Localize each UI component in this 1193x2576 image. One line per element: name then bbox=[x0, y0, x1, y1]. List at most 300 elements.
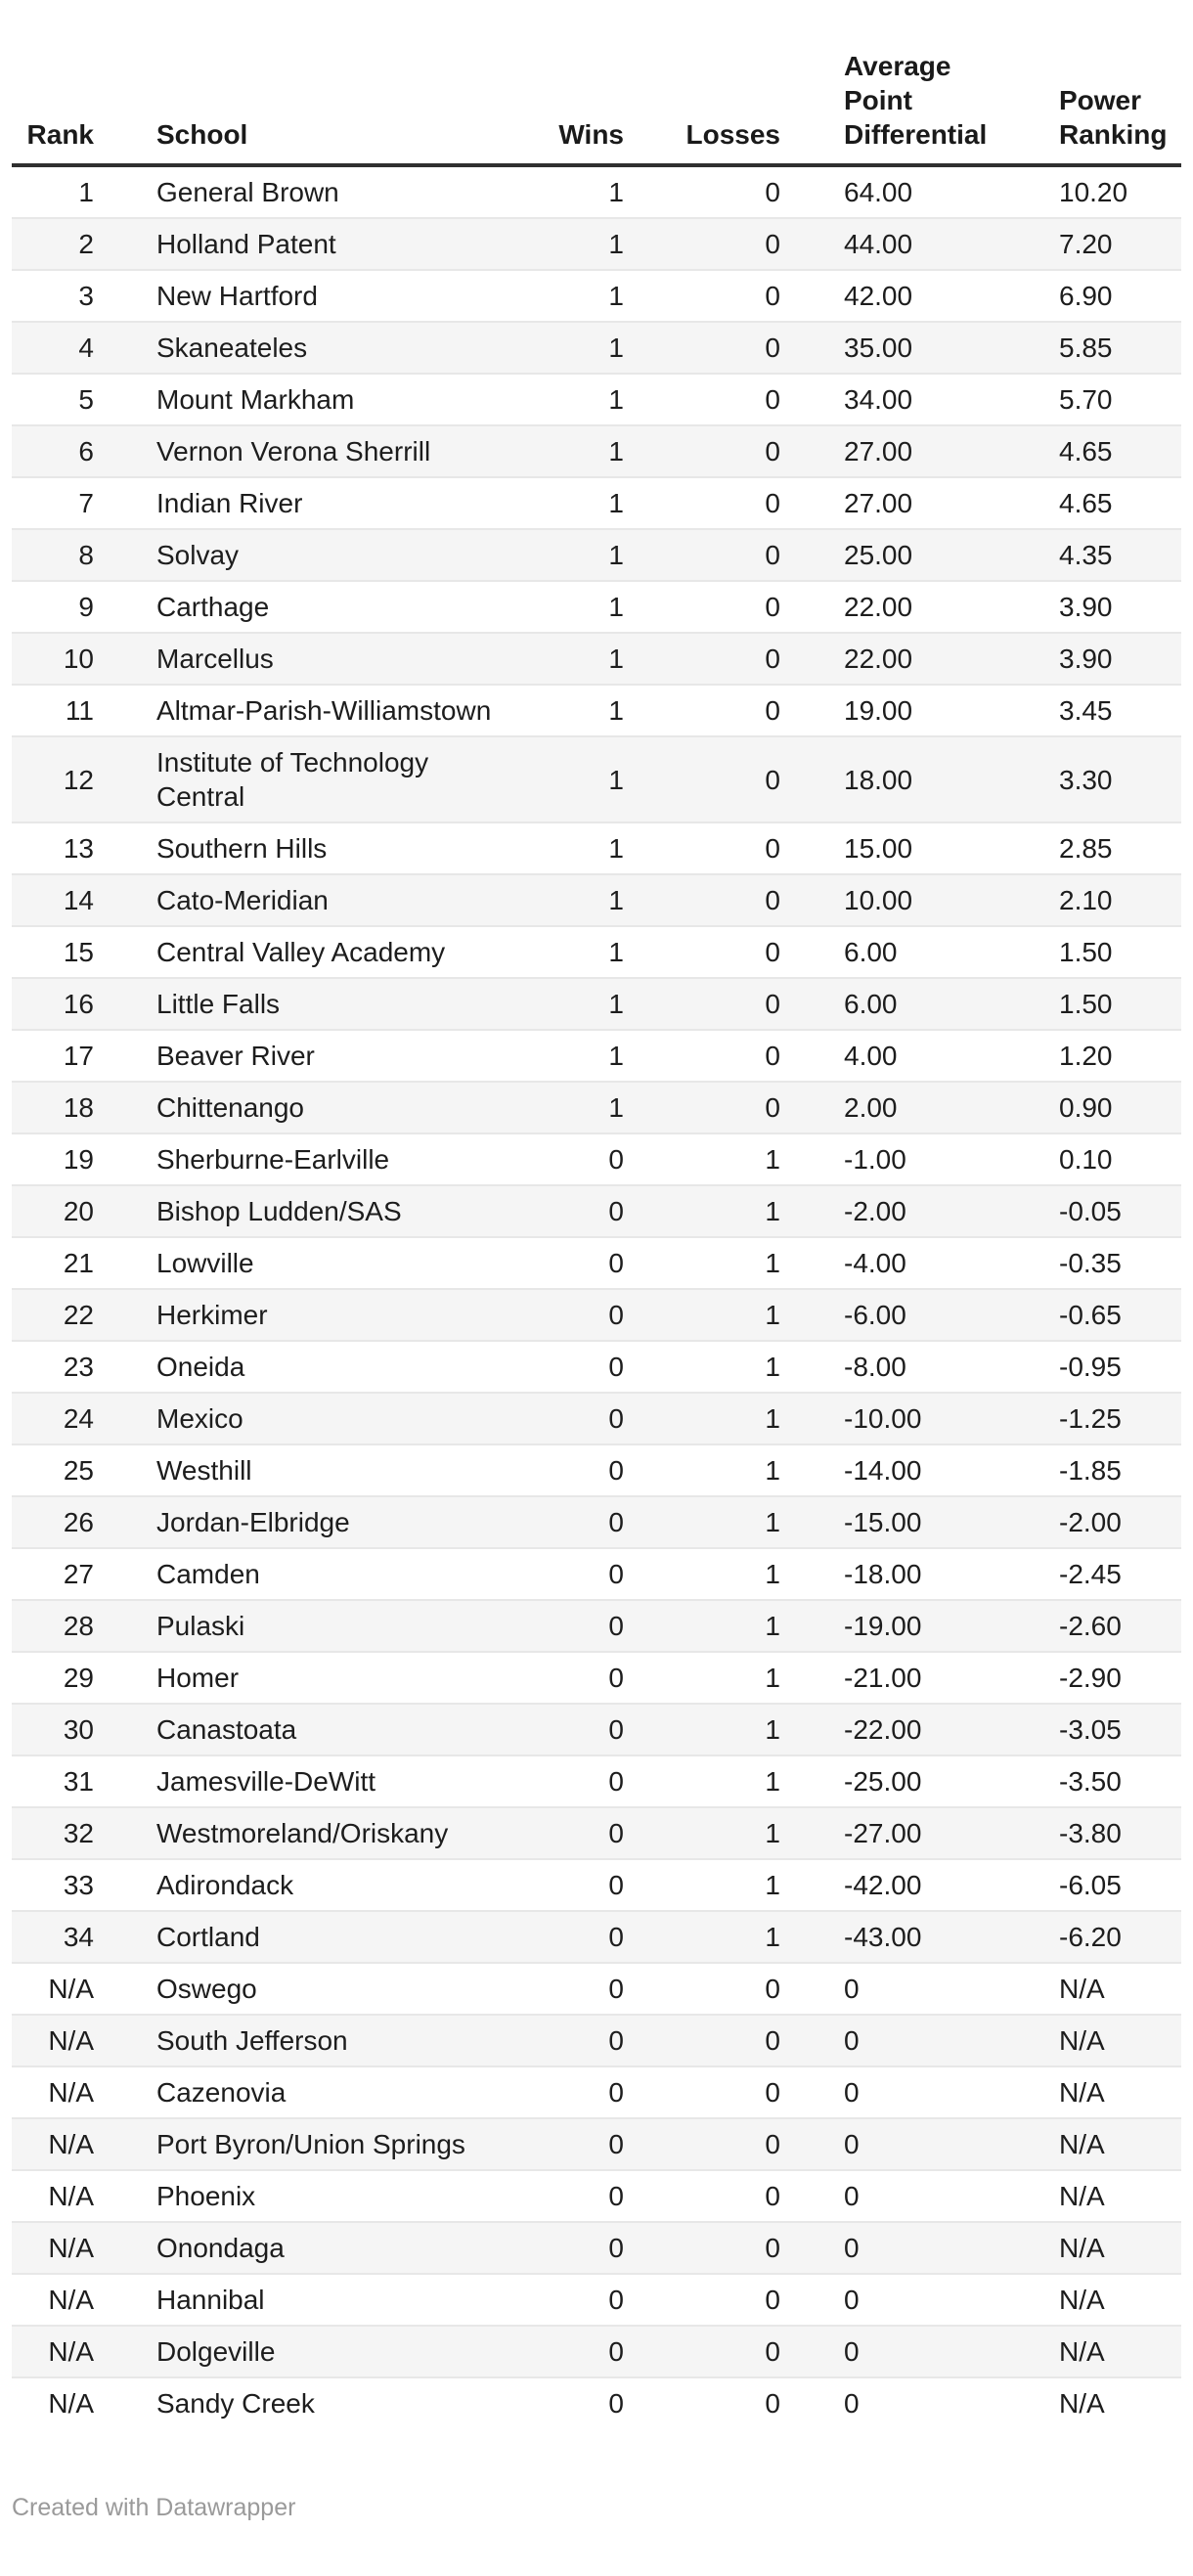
cell-losses: 0 bbox=[624, 218, 780, 270]
cell-school: General Brown bbox=[156, 177, 339, 207]
cell-rank: 8 bbox=[12, 529, 94, 581]
cell-rank: 27 bbox=[12, 1548, 94, 1600]
cell-wins: 1 bbox=[497, 218, 624, 270]
cell-rank: 23 bbox=[12, 1341, 94, 1393]
cell-rank: 2 bbox=[12, 218, 94, 270]
cell-power: -6.05 bbox=[995, 1859, 1181, 1911]
cell-power: N/A bbox=[995, 2222, 1181, 2274]
cell-losses: 0 bbox=[624, 633, 780, 685]
cell-losses: 1 bbox=[624, 1807, 780, 1859]
table-row bbox=[12, 1496, 1181, 1548]
cell-rank: 22 bbox=[12, 1289, 94, 1341]
cell-apd: 0 bbox=[780, 2274, 995, 2326]
cell-wins: 0 bbox=[497, 1911, 624, 1963]
cell-apd: 6.00 bbox=[780, 978, 995, 1030]
column-header-school: School bbox=[94, 0, 497, 165]
cell-losses: 1 bbox=[624, 1652, 780, 1704]
cell-apd: 27.00 bbox=[780, 477, 995, 529]
cell-apd: -2.00 bbox=[780, 1185, 995, 1237]
table-row bbox=[12, 581, 1181, 633]
table-row bbox=[12, 1755, 1181, 1807]
cell-wins: 0 bbox=[497, 1237, 624, 1289]
cell-rank: N/A bbox=[12, 2170, 94, 2222]
table-row bbox=[12, 822, 1181, 874]
table-row bbox=[12, 1859, 1181, 1911]
table-row bbox=[12, 2015, 1181, 2066]
cell-apd: 0 bbox=[780, 2170, 995, 2222]
cell-rank: N/A bbox=[12, 1963, 94, 2015]
cell-losses: 0 bbox=[624, 736, 780, 822]
cell-power: 1.20 bbox=[995, 1030, 1181, 1082]
cell-rank: 26 bbox=[12, 1496, 94, 1548]
cell-power: -0.35 bbox=[995, 1237, 1181, 1289]
table-row bbox=[12, 218, 1181, 270]
cell-wins: 1 bbox=[497, 822, 624, 874]
cell-apd: 0 bbox=[780, 2015, 995, 2066]
cell-school: Westmoreland/Oriskany bbox=[94, 1807, 497, 1859]
cell-power: 4.65 bbox=[995, 477, 1181, 529]
cell-wins: 1 bbox=[497, 685, 624, 736]
cell-apd: 44.00 bbox=[780, 218, 995, 270]
table-row bbox=[12, 633, 1181, 685]
cell-school: Phoenix bbox=[94, 2170, 497, 2222]
cell-apd: -1.00 bbox=[780, 1133, 995, 1185]
cell-losses: 0 bbox=[624, 581, 780, 633]
table-row bbox=[12, 322, 1181, 374]
table-row bbox=[12, 685, 1181, 736]
cell-school: Lowville bbox=[94, 1237, 497, 1289]
cell-losses: 0 bbox=[624, 978, 780, 1030]
cell-school: Oswego bbox=[94, 1963, 497, 2015]
cell-wins: 0 bbox=[497, 2066, 624, 2118]
cell-school: Jordan-Elbridge bbox=[94, 1496, 497, 1548]
cell-school: Skaneateles bbox=[94, 322, 497, 374]
cell-apd: -43.00 bbox=[780, 1911, 995, 1963]
table-row bbox=[12, 1444, 1181, 1496]
table-row bbox=[12, 926, 1181, 978]
cell-rank: 31 bbox=[12, 1755, 94, 1807]
table-row bbox=[12, 1963, 1181, 2015]
cell-rank: 14 bbox=[12, 874, 94, 926]
cell-apd: 19.00 bbox=[780, 685, 995, 736]
cell-losses: 0 bbox=[624, 822, 780, 874]
cell-apd: 22.00 bbox=[780, 581, 995, 633]
cell-losses: 1 bbox=[624, 1496, 780, 1548]
cell-wins: 1 bbox=[497, 874, 624, 926]
table-header-row bbox=[12, 0, 1181, 165]
cell-rank: 34 bbox=[12, 1911, 94, 1963]
cell-rank: 7 bbox=[12, 477, 94, 529]
cell-school: South Jefferson bbox=[94, 2015, 497, 2066]
cell-wins: 0 bbox=[497, 1963, 624, 2015]
table-row bbox=[12, 529, 1181, 581]
cell-apd: 0 bbox=[780, 2326, 995, 2377]
cell-losses: 0 bbox=[765, 177, 780, 207]
cell-school: Port Byron/Union Springs bbox=[94, 2118, 497, 2170]
cell-school: New Hartford bbox=[94, 270, 497, 322]
cell-wins: 0 bbox=[497, 1807, 624, 1859]
table-row bbox=[12, 165, 1181, 218]
cell-losses: 0 bbox=[624, 374, 780, 425]
cell-losses: 1 bbox=[624, 1185, 780, 1237]
cell-losses: 0 bbox=[624, 425, 780, 477]
cell-rank: 18 bbox=[12, 1082, 94, 1133]
cell-school: Vernon Verona Sherrill bbox=[94, 425, 497, 477]
cell-wins: 0 bbox=[497, 2274, 624, 2326]
cell-power: -2.00 bbox=[995, 1496, 1181, 1548]
cell-wins: 0 bbox=[497, 1444, 624, 1496]
cell-school: Westhill bbox=[94, 1444, 497, 1496]
cell-power: -2.45 bbox=[995, 1548, 1181, 1600]
cell-apd: -14.00 bbox=[780, 1444, 995, 1496]
cell-rank: 32 bbox=[12, 1807, 94, 1859]
cell-wins: 1 bbox=[497, 270, 624, 322]
cell-losses: 1 bbox=[624, 1237, 780, 1289]
cell-power: 4.65 bbox=[995, 425, 1181, 477]
cell-wins: 0 bbox=[497, 2170, 624, 2222]
table-row bbox=[12, 374, 1181, 425]
cell-rank: N/A bbox=[12, 2118, 94, 2170]
cell-losses: 0 bbox=[624, 529, 780, 581]
cell-wins: 1 bbox=[497, 926, 624, 978]
table-row bbox=[12, 2377, 1181, 2428]
table-header bbox=[12, 0, 1181, 165]
cell-power: N/A bbox=[995, 2170, 1181, 2222]
table-row bbox=[12, 2170, 1181, 2222]
cell-rank: N/A bbox=[12, 2015, 94, 2066]
cell-apd: -8.00 bbox=[780, 1341, 995, 1393]
cell-power: 3.90 bbox=[995, 581, 1181, 633]
cell-power: -0.95 bbox=[995, 1341, 1181, 1393]
cell-power: 6.90 bbox=[995, 270, 1181, 322]
cell-apd: 22.00 bbox=[780, 633, 995, 685]
cell-rank: 24 bbox=[12, 1393, 94, 1444]
cell-losses: 0 bbox=[624, 1030, 780, 1082]
table-row bbox=[12, 270, 1181, 322]
cell-school: Marcellus bbox=[94, 633, 497, 685]
cell-apd: -18.00 bbox=[780, 1548, 995, 1600]
cell-apd: -15.00 bbox=[780, 1496, 995, 1548]
table-row bbox=[12, 477, 1181, 529]
cell-school: Little Falls bbox=[94, 978, 497, 1030]
table-row bbox=[12, 2066, 1181, 2118]
cell-school: Sherburne-Earlville bbox=[94, 1133, 497, 1185]
cell-school: Institute of Technology Central bbox=[94, 736, 497, 822]
table-row bbox=[12, 736, 1181, 822]
cell-power: -2.60 bbox=[995, 1600, 1181, 1652]
table-row bbox=[12, 1237, 1181, 1289]
cell-apd: 0 bbox=[780, 2118, 995, 2170]
cell-school: Canastoata bbox=[94, 1704, 497, 1755]
cell-apd: 27.00 bbox=[780, 425, 995, 477]
table-row bbox=[12, 425, 1181, 477]
cell-wins: 1 bbox=[497, 374, 624, 425]
cell-wins: 0 bbox=[497, 2377, 624, 2428]
cell-wins: 0 bbox=[497, 2015, 624, 2066]
cell-losses: 0 bbox=[624, 685, 780, 736]
cell-rank: N/A bbox=[12, 2222, 94, 2274]
cell-power: -1.85 bbox=[995, 1444, 1181, 1496]
cell-power: N/A bbox=[995, 2274, 1181, 2326]
cell-wins: 0 bbox=[497, 1548, 624, 1600]
table-row bbox=[12, 1652, 1181, 1704]
cell-rank: 10 bbox=[12, 633, 94, 685]
cell-wins: 0 bbox=[497, 2222, 624, 2274]
cell-rank: 3 bbox=[12, 270, 94, 322]
cell-rank: 21 bbox=[12, 1237, 94, 1289]
cell-apd: 0 bbox=[780, 2066, 995, 2118]
cell-power: 10.20 bbox=[1059, 177, 1128, 207]
cell-rank: N/A bbox=[12, 2377, 94, 2428]
cell-losses: 0 bbox=[624, 2326, 780, 2377]
cell-rank: 16 bbox=[12, 978, 94, 1030]
cell-apd: 0 bbox=[780, 1963, 995, 2015]
cell-school: Altmar-Parish-Williamstown bbox=[94, 685, 497, 736]
cell-wins: 0 bbox=[497, 1859, 624, 1911]
cell-losses: 0 bbox=[624, 2377, 780, 2428]
cell-school: Dolgeville bbox=[94, 2326, 497, 2377]
cell-losses: 1 bbox=[624, 1393, 780, 1444]
cell-power: -3.80 bbox=[995, 1807, 1181, 1859]
cell-school: Bishop Ludden/SAS bbox=[94, 1185, 497, 1237]
cell-losses: 1 bbox=[624, 1911, 780, 1963]
cell-school: Carthage bbox=[94, 581, 497, 633]
table-row bbox=[12, 1289, 1181, 1341]
table-row bbox=[12, 1133, 1181, 1185]
cell-losses: 0 bbox=[624, 2015, 780, 2066]
cell-wins: 0 bbox=[497, 2326, 624, 2377]
cell-power: 1.50 bbox=[995, 978, 1181, 1030]
cell-school: Onondaga bbox=[94, 2222, 497, 2274]
table-row bbox=[12, 1393, 1181, 1444]
table-row bbox=[12, 1548, 1181, 1600]
cell-school: Holland Patent bbox=[94, 218, 497, 270]
cell-wins: 1 bbox=[497, 736, 624, 822]
cell-school: Indian River bbox=[94, 477, 497, 529]
cell-rank: N/A bbox=[12, 2326, 94, 2377]
cell-losses: 0 bbox=[624, 270, 780, 322]
cell-apd: 18.00 bbox=[780, 736, 995, 822]
cell-apd: 10.00 bbox=[780, 874, 995, 926]
cell-losses: 0 bbox=[624, 477, 780, 529]
cell-rank: 20 bbox=[12, 1185, 94, 1237]
cell-losses: 0 bbox=[624, 926, 780, 978]
column-header-wins: Wins bbox=[497, 0, 624, 165]
column-header-rank: Rank bbox=[12, 0, 94, 165]
cell-apd: -19.00 bbox=[780, 1600, 995, 1652]
cell-wins: 0 bbox=[497, 1133, 624, 1185]
cell-losses: 1 bbox=[624, 1133, 780, 1185]
cell-power: N/A bbox=[995, 2377, 1181, 2428]
table-body bbox=[12, 165, 1181, 2428]
cell-school: Cortland bbox=[94, 1911, 497, 1963]
cell-school: Chittenango bbox=[94, 1082, 497, 1133]
cell-apd: -10.00 bbox=[780, 1393, 995, 1444]
cell-rank: 12 bbox=[12, 736, 94, 822]
cell-apd: 2.00 bbox=[780, 1082, 995, 1133]
cell-school: Beaver River bbox=[94, 1030, 497, 1082]
cell-power: 2.85 bbox=[995, 822, 1181, 874]
ranking-table-container bbox=[12, 0, 1181, 2428]
table-row bbox=[12, 1341, 1181, 1393]
column-header-average-point-differential: Average Point Differential bbox=[780, 0, 995, 165]
cell-wins: 0 bbox=[497, 1289, 624, 1341]
cell-apd: -25.00 bbox=[780, 1755, 995, 1807]
cell-wins: 0 bbox=[497, 1185, 624, 1237]
cell-power: -3.50 bbox=[995, 1755, 1181, 1807]
cell-apd: 15.00 bbox=[780, 822, 995, 874]
cell-apd: 64.00 bbox=[844, 177, 913, 207]
table-row bbox=[12, 2222, 1181, 2274]
cell-power: 3.90 bbox=[995, 633, 1181, 685]
cell-wins: 1 bbox=[497, 1030, 624, 1082]
cell-power: -6.20 bbox=[995, 1911, 1181, 1963]
cell-wins: 1 bbox=[497, 581, 624, 633]
cell-rank: 33 bbox=[12, 1859, 94, 1911]
cell-rank: 9 bbox=[12, 581, 94, 633]
cell-power: N/A bbox=[995, 1963, 1181, 2015]
cell-power: -2.90 bbox=[995, 1652, 1181, 1704]
cell-apd: -6.00 bbox=[780, 1289, 995, 1341]
cell-power: 3.30 bbox=[995, 736, 1181, 822]
cell-apd: 42.00 bbox=[780, 270, 995, 322]
table-row bbox=[12, 2118, 1181, 2170]
cell-wins: 0 bbox=[497, 2118, 624, 2170]
cell-apd: -21.00 bbox=[780, 1652, 995, 1704]
cell-school: Cato-Meridian bbox=[94, 874, 497, 926]
cell-wins: 1 bbox=[497, 322, 624, 374]
cell-wins: 1 bbox=[497, 1082, 624, 1133]
cell-wins: 0 bbox=[497, 1393, 624, 1444]
cell-school: Camden bbox=[94, 1548, 497, 1600]
table-row bbox=[12, 1185, 1181, 1237]
cell-rank: 5 bbox=[12, 374, 94, 425]
cell-power: 0.10 bbox=[995, 1133, 1181, 1185]
cell-apd: 0 bbox=[780, 2222, 995, 2274]
cell-power: N/A bbox=[995, 2118, 1181, 2170]
cell-losses: 0 bbox=[624, 2274, 780, 2326]
cell-power: 4.35 bbox=[995, 529, 1181, 581]
cell-wins: 0 bbox=[497, 1652, 624, 1704]
cell-school: Mount Markham bbox=[94, 374, 497, 425]
cell-rank: N/A bbox=[12, 2066, 94, 2118]
cell-apd: -4.00 bbox=[780, 1237, 995, 1289]
cell-rank: 13 bbox=[12, 822, 94, 874]
cell-wins: 1 bbox=[497, 477, 624, 529]
datawrapper-credit-link[interactable]: Created with Datawrapper bbox=[12, 2494, 296, 2521]
cell-losses: 1 bbox=[624, 1755, 780, 1807]
cell-rank: 4 bbox=[12, 322, 94, 374]
cell-power: 0.90 bbox=[995, 1082, 1181, 1133]
cell-losses: 1 bbox=[624, 1444, 780, 1496]
cell-wins: 1 bbox=[608, 177, 624, 207]
cell-rank: 28 bbox=[12, 1600, 94, 1652]
cell-wins: 1 bbox=[497, 529, 624, 581]
cell-power: N/A bbox=[995, 2326, 1181, 2377]
cell-rank: 15 bbox=[12, 926, 94, 978]
cell-rank: 17 bbox=[12, 1030, 94, 1082]
table-row bbox=[12, 2326, 1181, 2377]
cell-power: N/A bbox=[995, 2066, 1181, 2118]
cell-losses: 1 bbox=[624, 1289, 780, 1341]
cell-wins: 0 bbox=[497, 1496, 624, 1548]
table-row bbox=[12, 1030, 1181, 1082]
cell-power: -0.05 bbox=[995, 1185, 1181, 1237]
cell-school: Solvay bbox=[94, 529, 497, 581]
table-row bbox=[12, 1082, 1181, 1133]
cell-wins: 0 bbox=[497, 1341, 624, 1393]
cell-losses: 0 bbox=[624, 1082, 780, 1133]
cell-power: 2.10 bbox=[995, 874, 1181, 926]
cell-school: Homer bbox=[94, 1652, 497, 1704]
cell-losses: 0 bbox=[624, 1963, 780, 2015]
cell-losses: 1 bbox=[624, 1548, 780, 1600]
cell-school: Adirondack bbox=[94, 1859, 497, 1911]
power-ranking-table bbox=[12, 0, 1181, 2428]
cell-wins: 1 bbox=[497, 633, 624, 685]
cell-wins: 0 bbox=[497, 1600, 624, 1652]
cell-apd: -27.00 bbox=[780, 1807, 995, 1859]
cell-apd: 0 bbox=[780, 2377, 995, 2428]
table-row bbox=[12, 1600, 1181, 1652]
cell-apd: -22.00 bbox=[780, 1704, 995, 1755]
cell-losses: 0 bbox=[624, 2222, 780, 2274]
cell-power: -1.25 bbox=[995, 1393, 1181, 1444]
cell-losses: 1 bbox=[624, 1600, 780, 1652]
cell-school: Hannibal bbox=[94, 2274, 497, 2326]
cell-power: 3.45 bbox=[995, 685, 1181, 736]
cell-rank: 11 bbox=[12, 685, 94, 736]
cell-school: Pulaski bbox=[94, 1600, 497, 1652]
cell-power: N/A bbox=[995, 2015, 1181, 2066]
cell-apd: 35.00 bbox=[780, 322, 995, 374]
cell-school: Jamesville-DeWitt bbox=[94, 1755, 497, 1807]
cell-rank: 6 bbox=[12, 425, 94, 477]
cell-losses: 1 bbox=[624, 1859, 780, 1911]
cell-losses: 0 bbox=[624, 874, 780, 926]
cell-power: 5.85 bbox=[995, 322, 1181, 374]
table-row bbox=[12, 978, 1181, 1030]
cell-losses: 1 bbox=[624, 1704, 780, 1755]
cell-losses: 0 bbox=[624, 2118, 780, 2170]
cell-apd: -42.00 bbox=[780, 1859, 995, 1911]
cell-losses: 0 bbox=[624, 2170, 780, 2222]
cell-losses: 0 bbox=[624, 322, 780, 374]
cell-wins: 1 bbox=[497, 978, 624, 1030]
cell-rank: 30 bbox=[12, 1704, 94, 1755]
cell-wins: 0 bbox=[497, 1755, 624, 1807]
table-row bbox=[12, 2274, 1181, 2326]
column-header-power-ranking: Power Ranking bbox=[995, 0, 1181, 165]
cell-apd: 6.00 bbox=[780, 926, 995, 978]
cell-power: 1.50 bbox=[995, 926, 1181, 978]
cell-rank: 19 bbox=[12, 1133, 94, 1185]
cell-rank: 25 bbox=[12, 1444, 94, 1496]
table-row bbox=[12, 874, 1181, 926]
table-row bbox=[12, 1704, 1181, 1755]
cell-school: Oneida bbox=[94, 1341, 497, 1393]
cell-apd: 4.00 bbox=[780, 1030, 995, 1082]
cell-rank: 1 bbox=[78, 177, 94, 207]
cell-power: -0.65 bbox=[995, 1289, 1181, 1341]
cell-rank: 29 bbox=[12, 1652, 94, 1704]
cell-school: Cazenovia bbox=[94, 2066, 497, 2118]
cell-school: Southern Hills bbox=[94, 822, 497, 874]
cell-losses: 0 bbox=[624, 2066, 780, 2118]
cell-losses: 1 bbox=[624, 1341, 780, 1393]
cell-wins: 1 bbox=[497, 425, 624, 477]
table-row bbox=[12, 1911, 1181, 1963]
